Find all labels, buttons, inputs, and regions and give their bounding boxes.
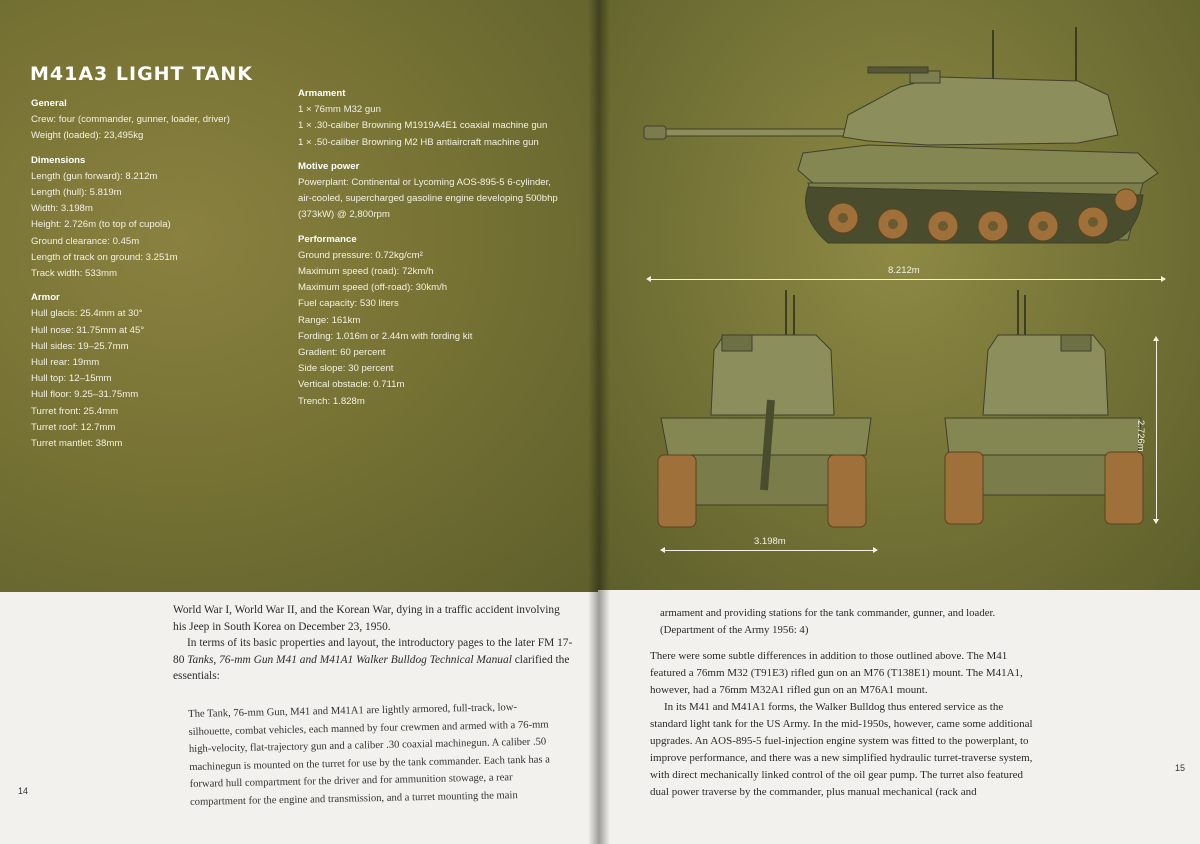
- dimension-line-length: [650, 279, 1162, 280]
- manual-title: Tanks, 76-mm Gun M41 and M41A1 Walker Bulldog Technical Manual: [187, 653, 512, 666]
- spec-line: 1 × .30-caliber Browning M1919A4E1 coaxial machine gun: [298, 120, 548, 132]
- spec-line: Length (hull): 5.819m: [31, 187, 122, 199]
- block-quote: The Tank, 76-mm Gun, M41 and M41A1 are lightly armored, full-track, low-silhouette, combat vehicles, each manned by four crewmen and armed with a 76-mm high-velocity, flat-trajectory gun and a caliber .30 coaxial machinegun. A caliber .50 machinegun is mounted on the turret for use by the tank commander. Each tank has a forward hull compartment for the driver and for ammunition stowage, a rear compartment for the engine and transmission, and a turret mounting the main: [188, 702, 550, 808]
- spec-line: Fording: 1.016m or 2.44m with fording kit: [298, 330, 473, 342]
- spec-line: Turret mantlet: 38mm: [31, 438, 123, 450]
- spec-line: Height: 2.726m (to top of cupola): [31, 219, 171, 231]
- spec-line: 1 × .50-caliber Browning M2 HB antiaircraft machine gun: [298, 136, 539, 148]
- spec-heading-motive-power: Motive power: [298, 160, 360, 172]
- right-body-text: [650, 648, 1040, 801]
- book-gutter: [588, 0, 610, 844]
- spec-line: Side slope: 30 percent: [298, 363, 394, 375]
- tank-front-view: [656, 290, 876, 530]
- dimension-label-length: 8.212m: [888, 265, 920, 276]
- spec-line: Hull sides: 19–25.7mm: [31, 340, 129, 352]
- spec-line: Fuel capacity: 530 liters: [298, 298, 399, 310]
- dimension-line-width: [664, 550, 874, 551]
- paragraph: [173, 635, 573, 685]
- right-page: [598, 0, 1200, 844]
- spec-heading-armament: Armament: [298, 88, 346, 99]
- spec-line: Length (gun forward): 8.212m: [31, 170, 158, 182]
- paragraph-text: clarified the essentials:: [173, 653, 570, 682]
- spec-line: Hull glacis: 25.4mm at 30°: [31, 308, 143, 320]
- spec-column-1: [31, 96, 271, 452]
- left-page: [0, 0, 598, 844]
- spec-line: air-cooled, supercharged gasoline engine developing 500bhp: [298, 193, 558, 205]
- dimension-label-height: 2.726m: [1135, 420, 1146, 452]
- spec-line: Weight (loaded): 23,495kg: [31, 130, 144, 142]
- spec-line: Hull rear: 19mm: [31, 357, 100, 369]
- spec-line: Ground pressure: 0.72kg/cm²: [298, 249, 423, 261]
- spec-line: Hull top: 12–15mm: [31, 373, 112, 385]
- spec-line: Powerplant: Continental or Lycoming AOS-895-5 6-cylinder,: [298, 177, 551, 189]
- paragraph: There were some subtle differences in addition to those outlined above. The M41 featured a 76mm M32 (T91E3) rifled gun on an M76 (T138E1) mount. The M41A1, however, had a 76mm M32A1 rifled gun on an M76A1 mount.: [650, 650, 1023, 696]
- spec-line: Range: 161km: [298, 314, 361, 326]
- spec-line: Track width: 533mm: [31, 268, 118, 280]
- spec-line: Hull floor: 9.25–31.75mm: [31, 389, 139, 401]
- spec-line: Width: 3.198m: [31, 203, 93, 215]
- quote-continued: armament and providing stations for the tank commander, gunner, and loader. (Department of the Army 1956: 4): [660, 607, 996, 636]
- spec-line: (373kW) @ 2,800rpm: [298, 209, 390, 221]
- dimension-line-height: [1156, 340, 1157, 520]
- spec-heading-dimensions: Dimensions: [31, 154, 86, 166]
- dimension-label-width: 3.198m: [754, 536, 786, 547]
- page-number-right: 15: [1175, 763, 1186, 773]
- spec-title: M41A3 LIGHT TANK: [30, 63, 253, 85]
- paragraph-text: In terms of its basic properties and layout, the introductory pages to the later FM 17-80: [173, 637, 573, 666]
- tank-side-view: [638, 25, 1168, 270]
- spec-column-2: [298, 86, 588, 410]
- spec-heading-performance: Performance: [298, 233, 357, 245]
- spec-line: 1 × 76mm M32 gun: [298, 104, 381, 116]
- spec-line: Hull nose: 31.75mm at 45°: [31, 324, 145, 336]
- spec-line: Crew: four (commander, gunner, loader, driver): [31, 114, 230, 126]
- spec-heading-armor: Armor: [31, 292, 60, 304]
- left-body-text: [173, 602, 573, 685]
- paragraph: In its M41 and M41A1 forms, the Walker Bulldog thus entered service as the standard light tank for the US Army. In the mid-1950s, however, came some additional upgrades. An AOS-895-5 fuel-injection engine system was fitted to the powerplant, to improve performance, and there was a new simplified hydraulic turret-traverse system, with direct mechanically linked control of the oil gear pump. The turret also featured dual power traverse by the commander, plus manual mechanical (rack and: [650, 701, 1033, 798]
- spec-heading-general: General: [31, 98, 67, 109]
- tank-rear-view: [943, 290, 1153, 530]
- spec-line: Turret roof: 12.7mm: [31, 421, 116, 433]
- spec-line: Trench: 1.828m: [298, 395, 365, 407]
- spec-line: Maximum speed (off-road): 30km/h: [298, 282, 448, 294]
- spec-line: Maximum speed (road): 72km/h: [298, 266, 434, 278]
- page-number-left: 14: [18, 786, 29, 796]
- spec-line: Length of track on ground: 3.251m: [31, 251, 178, 263]
- spec-line: Turret front: 25.4mm: [31, 405, 119, 417]
- spec-line: Gradient: 60 percent: [298, 347, 386, 359]
- spec-line: Ground clearance: 0.45m: [31, 235, 140, 247]
- paragraph: World War I, World War II, and the Korean War, dying in a traffic accident involving his Jeep in South Korea on December 23, 1950.: [173, 604, 560, 633]
- spec-line: Vertical obstacle: 0.711m: [298, 379, 405, 391]
